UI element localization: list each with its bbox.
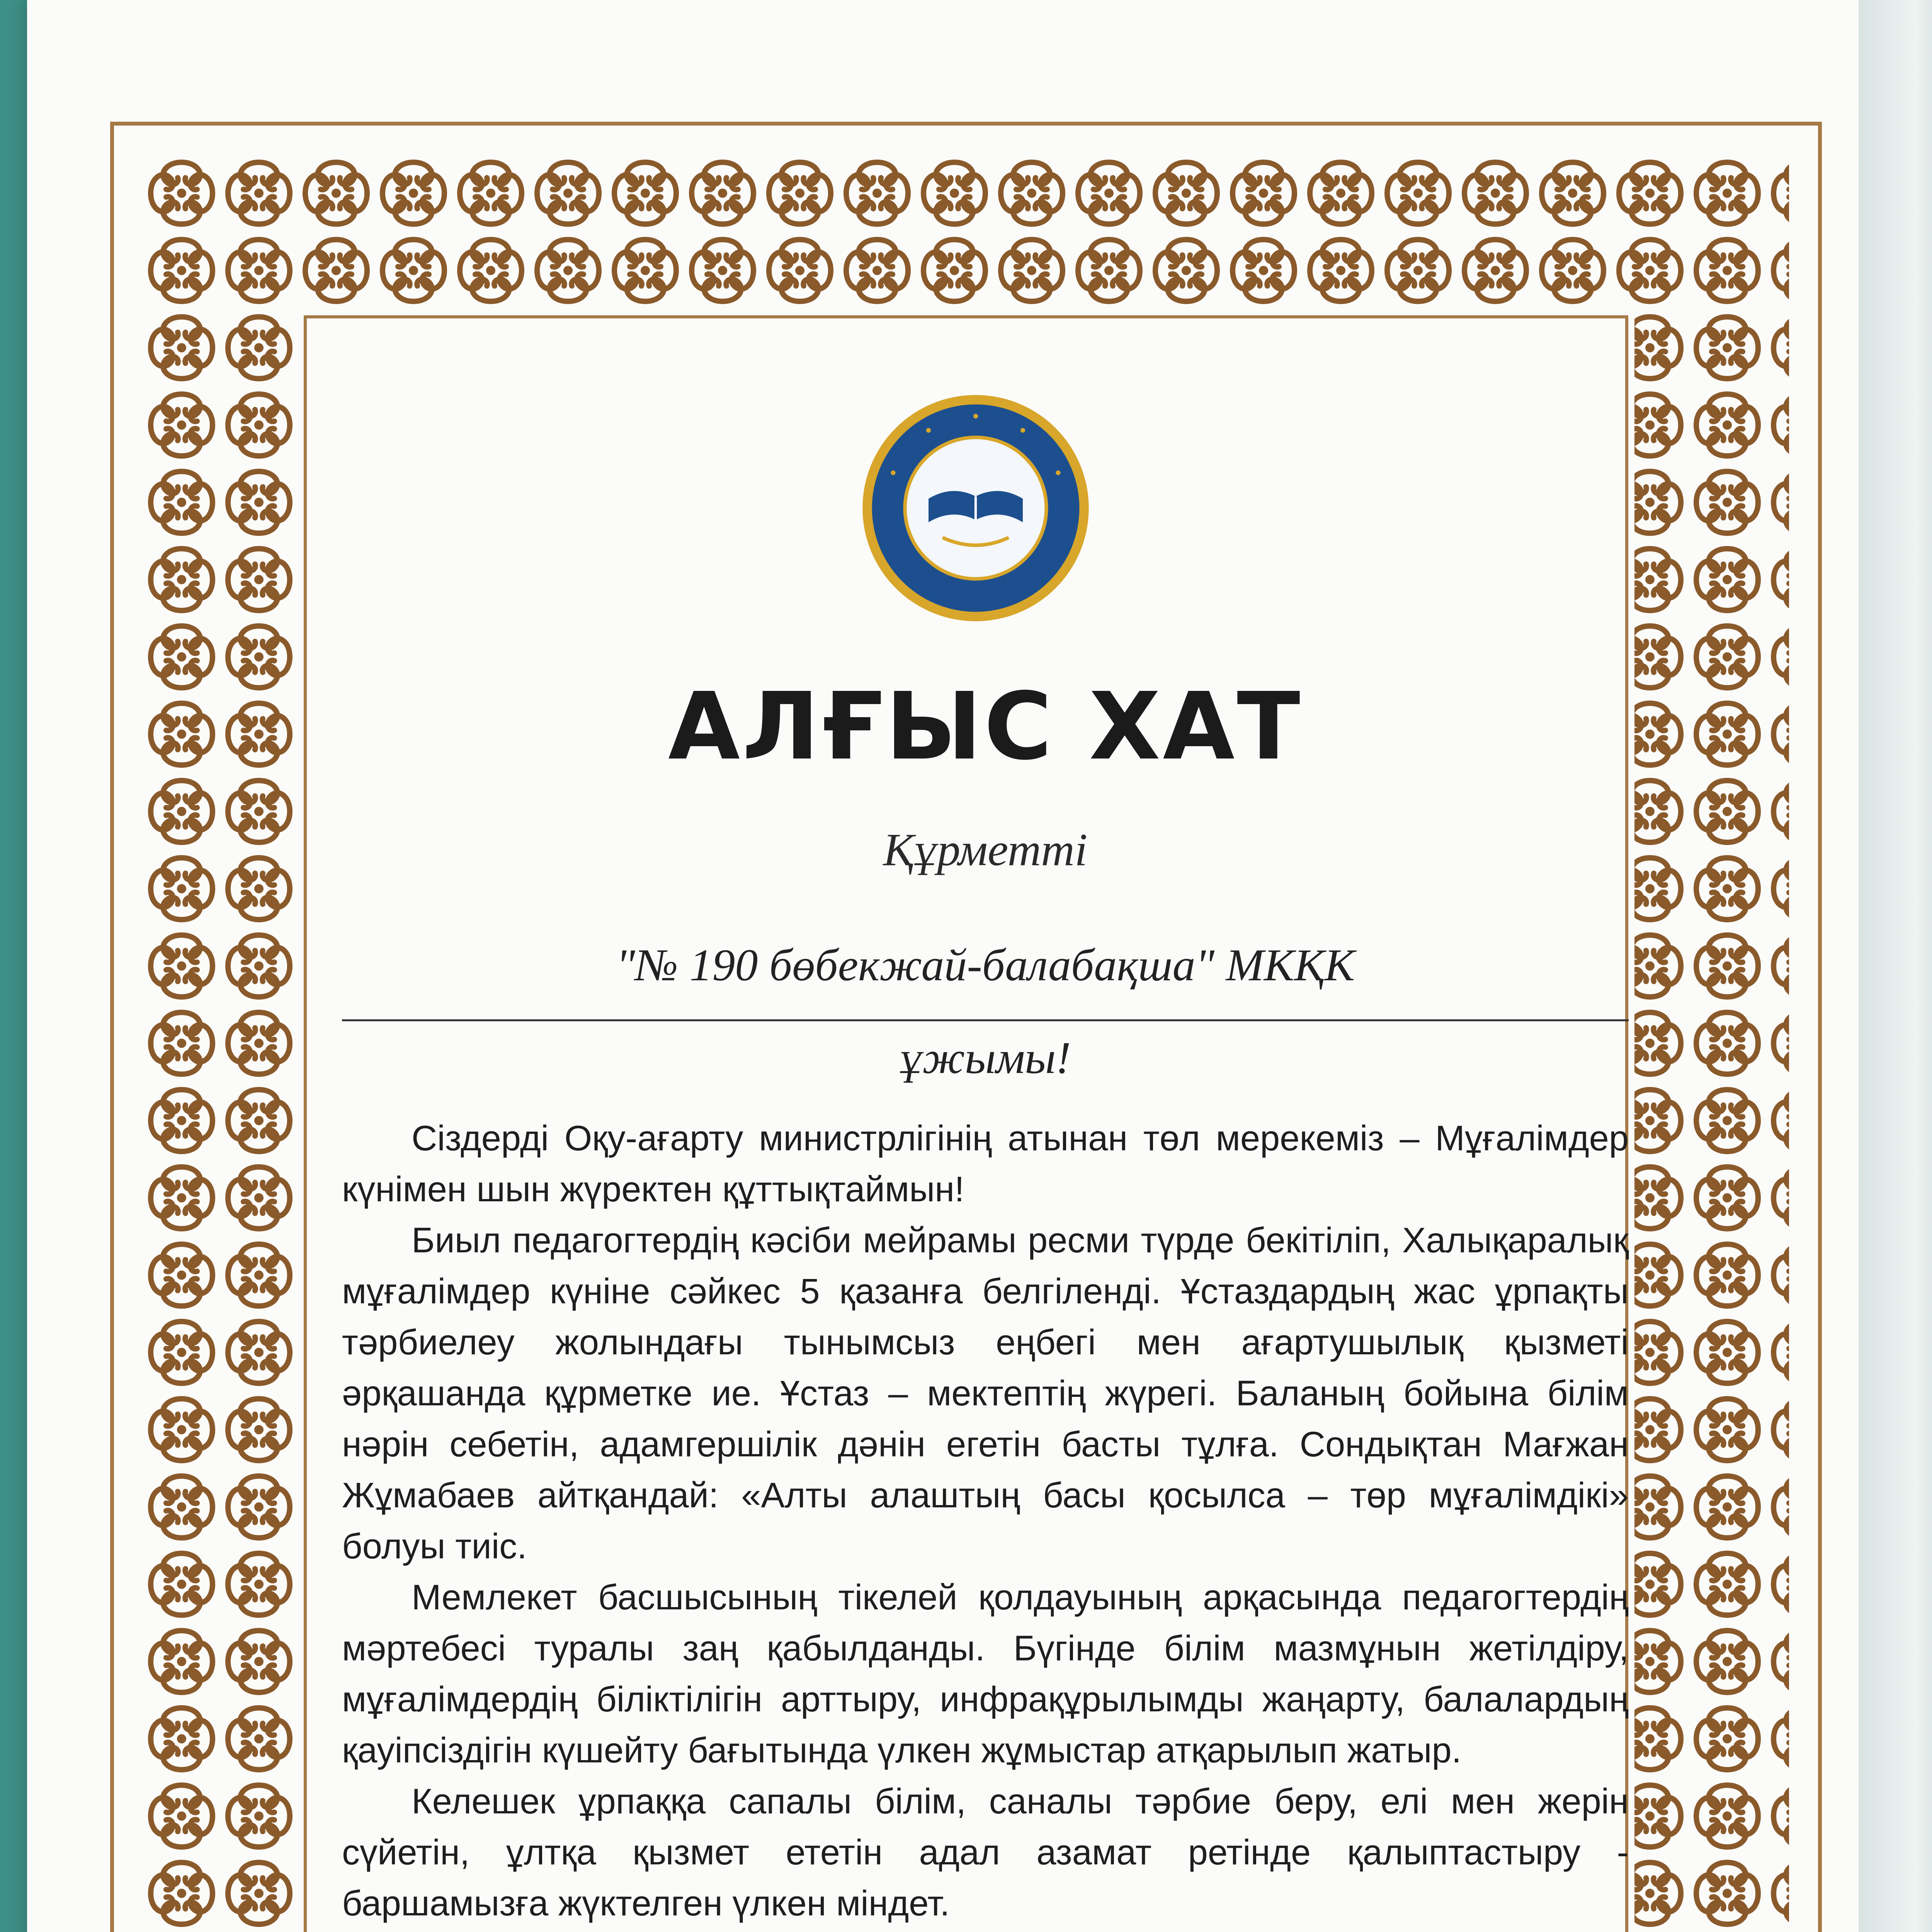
salutation: Құрметті (883, 824, 1088, 875)
body-paragraph: Сіздерді Оқу-ағарту министрлігінің атынан төл мерекеміз – Мұғалімдер күнімен шын жүректен құттықтаймын! (342, 1119, 1629, 1209)
ministry-emblem-icon (858, 390, 1094, 626)
letter-body (342, 1113, 1629, 1929)
recipient-underline (342, 1019, 1629, 1021)
recipient-name: "№ 190 бөбекжай-балабақша" МКҚК (616, 940, 1355, 990)
letter-title: АЛҒЫС ХАТ (668, 672, 1303, 781)
recipient-suffix: ұжымы! (900, 1032, 1071, 1083)
body-paragraph: Биыл педагогтердің кәсіби мейрамы ресми түрде бекітіліп, Халықаралық мұғалімдер күніне сәйкес 5 қазанға белгіленді. Ұстаздардың жас ұрпақты тәрбиелеу жолындағы тынымсыз еңбегі мен ағартушылық қызметі әрқашанда құрметке ие. Ұстаз – мектептің жүрегі. Баланың бойына білім нәрін себетін, адамгершілік дәнін егетін басты тұлға. Сондықтан Мағжан Жұмабаев айтқандай: «Алты алаштың басы қосылса – төр мұғалімдікі» болуы тиіс. (342, 1221, 1629, 1566)
body-paragraph: Келешек ұрпаққа сапалы білім, саналы тәрбие беру, елі мен жерін сүйетін, ұлтқа қызмет ететін адал азамат ретінде қалыптастыру - баршамызға жүктелген үлкен міндет. (342, 1782, 1629, 1923)
letter-content (330, 340, 1640, 1932)
body-paragraph: Мемлекет басшысының тікелей қолдауының арқасында педагогтердің мәртебесі туралы заң қабылданды. Бүгінде білім мазмұнын жетілдіру, мұғалімдердің біліктілігін арттыру, инфрақұрылымды жаңарту, балалардың қауіпсіздігін күшейту бағытында үлкен жұмыстар атқарылып жатыр. (342, 1578, 1629, 1770)
